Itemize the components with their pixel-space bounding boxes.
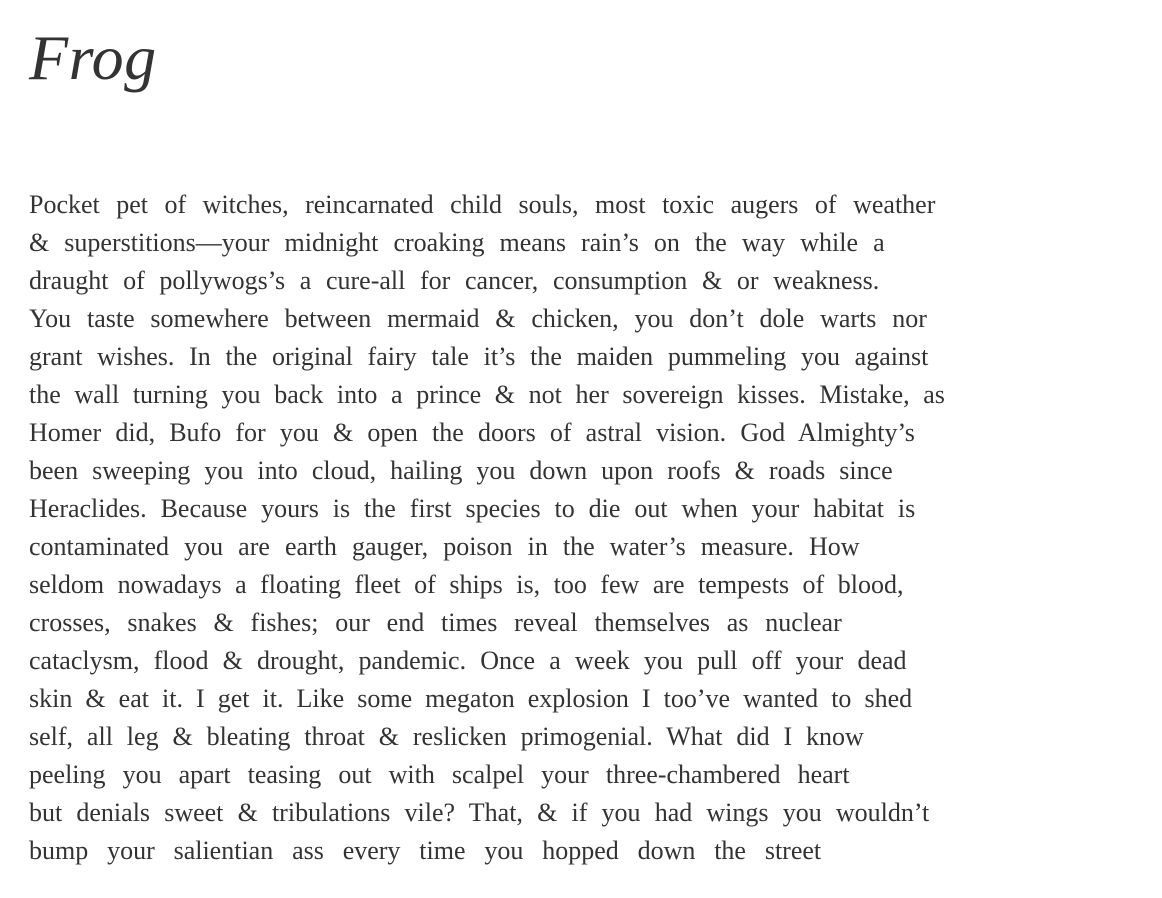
poem-line: You taste somewhere between mermaid & chicken, you don’t dole warts nor	[29, 304, 927, 333]
poem-line: but denials sweet & tribulations vile? That, & if you had wings you wouldn’t	[29, 798, 930, 827]
poem-line: seldom nowadays a floating fleet of ships is, too few are tempests of blood,	[29, 570, 904, 599]
poem-line: the wall turning you back into a prince & not her sovereign kisses. Mistake, as	[29, 380, 945, 409]
poem-line: Heraclides. Because yours is the first species to die out when your habitat is	[29, 494, 916, 523]
poem-line: grant wishes. In the original fairy tale it’s the maiden pummeling you against	[29, 342, 929, 371]
poem-line: & superstitions—your midnight croaking means rain’s on the way while a	[29, 228, 885, 257]
poem-line: contaminated you are earth gauger, poison in the water’s measure. How	[29, 532, 860, 561]
poem-line: bump your salientian ass every time you hopped down the street	[29, 836, 822, 865]
poem-line: self, all leg & bleating throat & reslicken primogenial. What did I know	[29, 722, 864, 751]
poem-body	[29, 186, 945, 870]
poem-line: peeling you apart teasing out with scalpel your three-chambered heart	[29, 760, 850, 789]
poem-line: been sweeping you into cloud, hailing you down upon roofs & roads since	[29, 456, 893, 485]
poem-line: Pocket pet of witches, reincarnated child souls, most toxic augers of weather	[29, 190, 936, 219]
poem-title: Frog	[29, 22, 157, 93]
poem-line: draught of pollywogs’s a cure-all for cancer, consumption & or weakness.	[29, 266, 880, 295]
poem-line: skin & eat it. I get it. Like some megaton explosion I too’ve wanted to shed	[29, 684, 913, 713]
poem-line: Homer did, Bufo for you & open the doors of astral vision. God Almighty’s	[29, 418, 915, 447]
poem-line: cataclysm, flood & drought, pandemic. Once a week you pull off your dead	[29, 646, 907, 675]
poem-line: crosses, snakes & fishes; our end times reveal themselves as nuclear	[29, 608, 842, 637]
